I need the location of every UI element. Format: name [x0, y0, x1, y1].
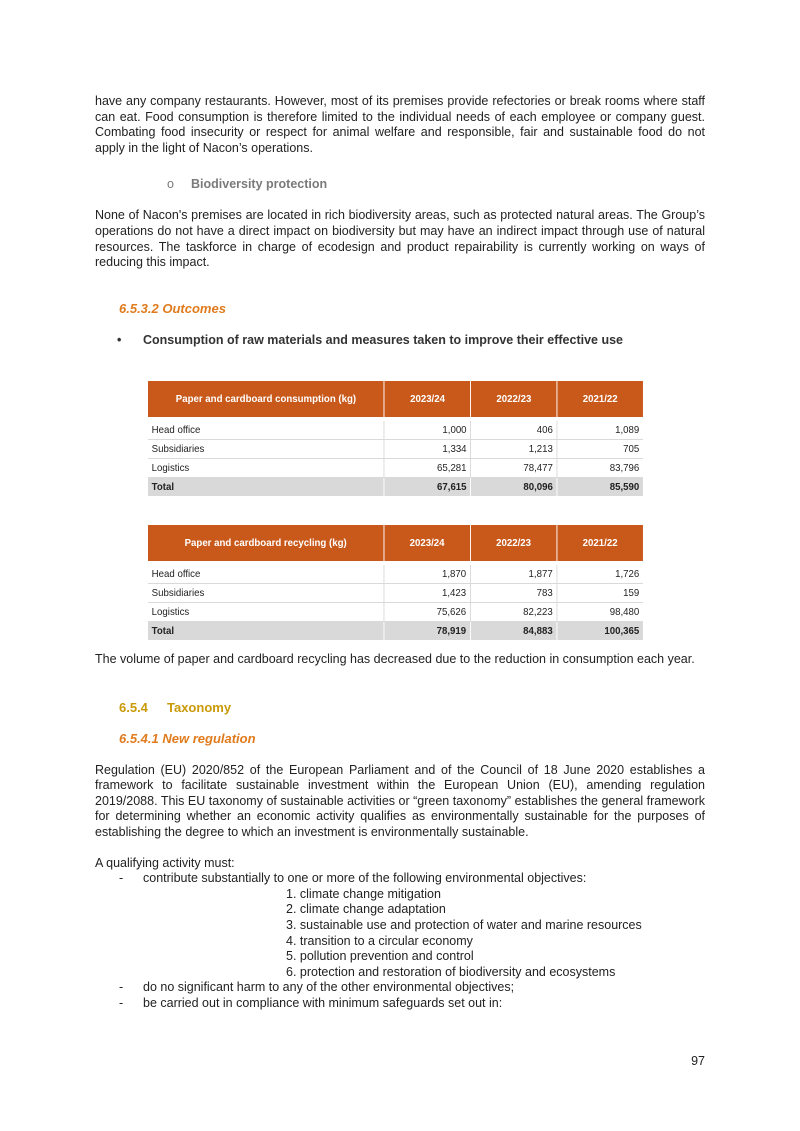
page-number: 97 [691, 1054, 705, 1068]
objective-item: 2. climate change adaptation [286, 902, 446, 917]
table-cell: 406 [471, 421, 557, 440]
table-cell: Subsidiaries [148, 584, 384, 603]
list-item-text: contribute substantially to one or more of the following environmental objectives: [143, 871, 587, 886]
table-header-cell: Paper and cardboard consumption (kg) [148, 381, 384, 417]
taxonomy-title: Taxonomy [167, 699, 232, 715]
table-cell: 80,096 [471, 478, 557, 497]
dash-icon: - [119, 871, 124, 886]
table-cell: 84,883 [470, 622, 557, 641]
objective-item: 3. sustainable use and protection of water and marine resources [286, 917, 642, 932]
dash-icon: - [119, 980, 124, 995]
table-cell: 1,334 [384, 440, 470, 459]
table-cell: Total [148, 622, 384, 641]
table-cell: 82,223 [470, 603, 557, 622]
lower-content [95, 652, 705, 1012]
table-cell: 67,615 [384, 478, 470, 497]
bullet-icon: • [117, 332, 122, 347]
table-header-cell: 2022/23 [471, 381, 557, 417]
table-cell: 78,919 [384, 622, 471, 641]
objective-item: 5. pollution prevention and control [286, 949, 474, 964]
intro-paragraph: have any company restaurants. However, most of its premises provide refectories or break rooms where staff can eat. Food consumption is therefore limited to the individual needs of each employee or company guest. Combating food insecurity or respect for animal welfare and responsible, fair and sustainable food do not apply in the light of Nacon’s operations. [95, 94, 705, 155]
table-header-row [148, 525, 643, 561]
table-cell: 100,365 [557, 622, 643, 641]
table-cell: Total [148, 478, 384, 497]
list-item [95, 871, 705, 980]
table-cell: Logistics [148, 459, 384, 478]
dash-icon: - [119, 995, 124, 1010]
table-cell: 1,000 [384, 421, 470, 440]
table-total-row [148, 622, 643, 641]
raw-materials-heading: Consumption of raw materials and measures taken to improve their effective use [143, 332, 623, 347]
table-header-cell: 2021/22 [557, 525, 643, 561]
biodiversity-heading [95, 176, 705, 192]
table-cell: 98,480 [557, 603, 643, 622]
qualifying-intro: A qualifying activity must: [95, 855, 235, 870]
table-cell: 783 [470, 584, 557, 603]
table-row [148, 440, 643, 459]
table-row [148, 459, 643, 478]
new-regulation-heading: 6.5.4.1 New regulation [119, 730, 256, 746]
list-item-text: be carried out in compliance with minimum safeguards set out in: [143, 995, 503, 1010]
table-cell: Logistics [148, 603, 384, 622]
objective-item: 6. protection and restoration of biodiversity and ecosystems [286, 964, 616, 979]
table-cell: 1,726 [557, 565, 643, 584]
outcomes-heading: 6.5.3.2 Outcomes [119, 300, 226, 316]
table-header-cell: Paper and cardboard recycling (kg) [148, 525, 384, 561]
table-cell: 83,796 [557, 459, 643, 478]
table-row [148, 565, 643, 584]
table-cell: 1,870 [384, 565, 471, 584]
table-header-cell: 2023/24 [384, 381, 470, 417]
table-row [148, 421, 643, 440]
table-row [148, 584, 643, 603]
recycling-table [148, 525, 643, 640]
biodiversity-paragraph: None of Nacon's premises are located in rich biodiversity areas, such as protected natural areas. The Group’s operations do not have a direct impact on biodiversity but may have an indirect impact through use of natural resources. The taskforce in charge of ecodesign and product repairability is currently working on ways of reducing this impact. [95, 208, 705, 270]
page-content [95, 94, 705, 347]
regulation-paragraph: Regulation (EU) 2020/852 of the European Parliament and of the Council of 18 June 2020 establishes a framework to facilitate sustainable investment within the European Union (EU), amending regulation 2019/2088. This EU taxonomy of sustainable activities or “green taxonomy” establishes the general framework for determining whether an economic activity qualifies as environmentally sustainable for the purposes of establishing the degree to which an investment is environmentally sustainable. [95, 762, 705, 839]
table-header-row [148, 381, 643, 417]
taxonomy-number: 6.5.4 [119, 699, 148, 715]
taxonomy-heading [95, 700, 705, 715]
table-row [148, 603, 643, 622]
raw-materials-bullet [95, 333, 705, 347]
hollow-bullet-icon: o [167, 177, 174, 192]
qualifying-list [95, 871, 705, 1011]
table-cell: 1,423 [384, 584, 471, 603]
list-item [95, 996, 705, 1012]
table-header-cell: 2022/23 [470, 525, 557, 561]
objectives-list [143, 887, 705, 981]
table-cell: 159 [557, 584, 643, 603]
table-cell: 705 [557, 440, 643, 459]
table-cell: Subsidiaries [148, 440, 384, 459]
objective-item: 1. climate change mitigation [286, 886, 441, 901]
recycling-note: The volume of paper and cardboard recycling has decreased due to the reduction in consumption each year. [95, 652, 695, 666]
table-header-cell: 2023/24 [384, 525, 471, 561]
list-item-text: do no significant harm to any of the other environmental objectives; [143, 980, 515, 995]
objective-item: 4. transition to a circular economy [286, 933, 473, 948]
table-cell: 1,877 [470, 565, 557, 584]
table-cell: 85,590 [557, 478, 643, 497]
table-total-row [148, 478, 643, 497]
table-cell: 1,089 [557, 421, 643, 440]
table-cell: 1,213 [471, 440, 557, 459]
table-header-cell: 2021/22 [557, 381, 643, 417]
consumption-table [148, 381, 643, 496]
table-cell: Head office [148, 421, 384, 440]
table-cell: 65,281 [384, 459, 470, 478]
table-cell: Head office [148, 565, 384, 584]
table-cell: 75,626 [384, 603, 471, 622]
table-cell: 78,477 [471, 459, 557, 478]
biodiversity-heading-text: Biodiversity protection [191, 177, 328, 192]
list-item [95, 980, 705, 996]
